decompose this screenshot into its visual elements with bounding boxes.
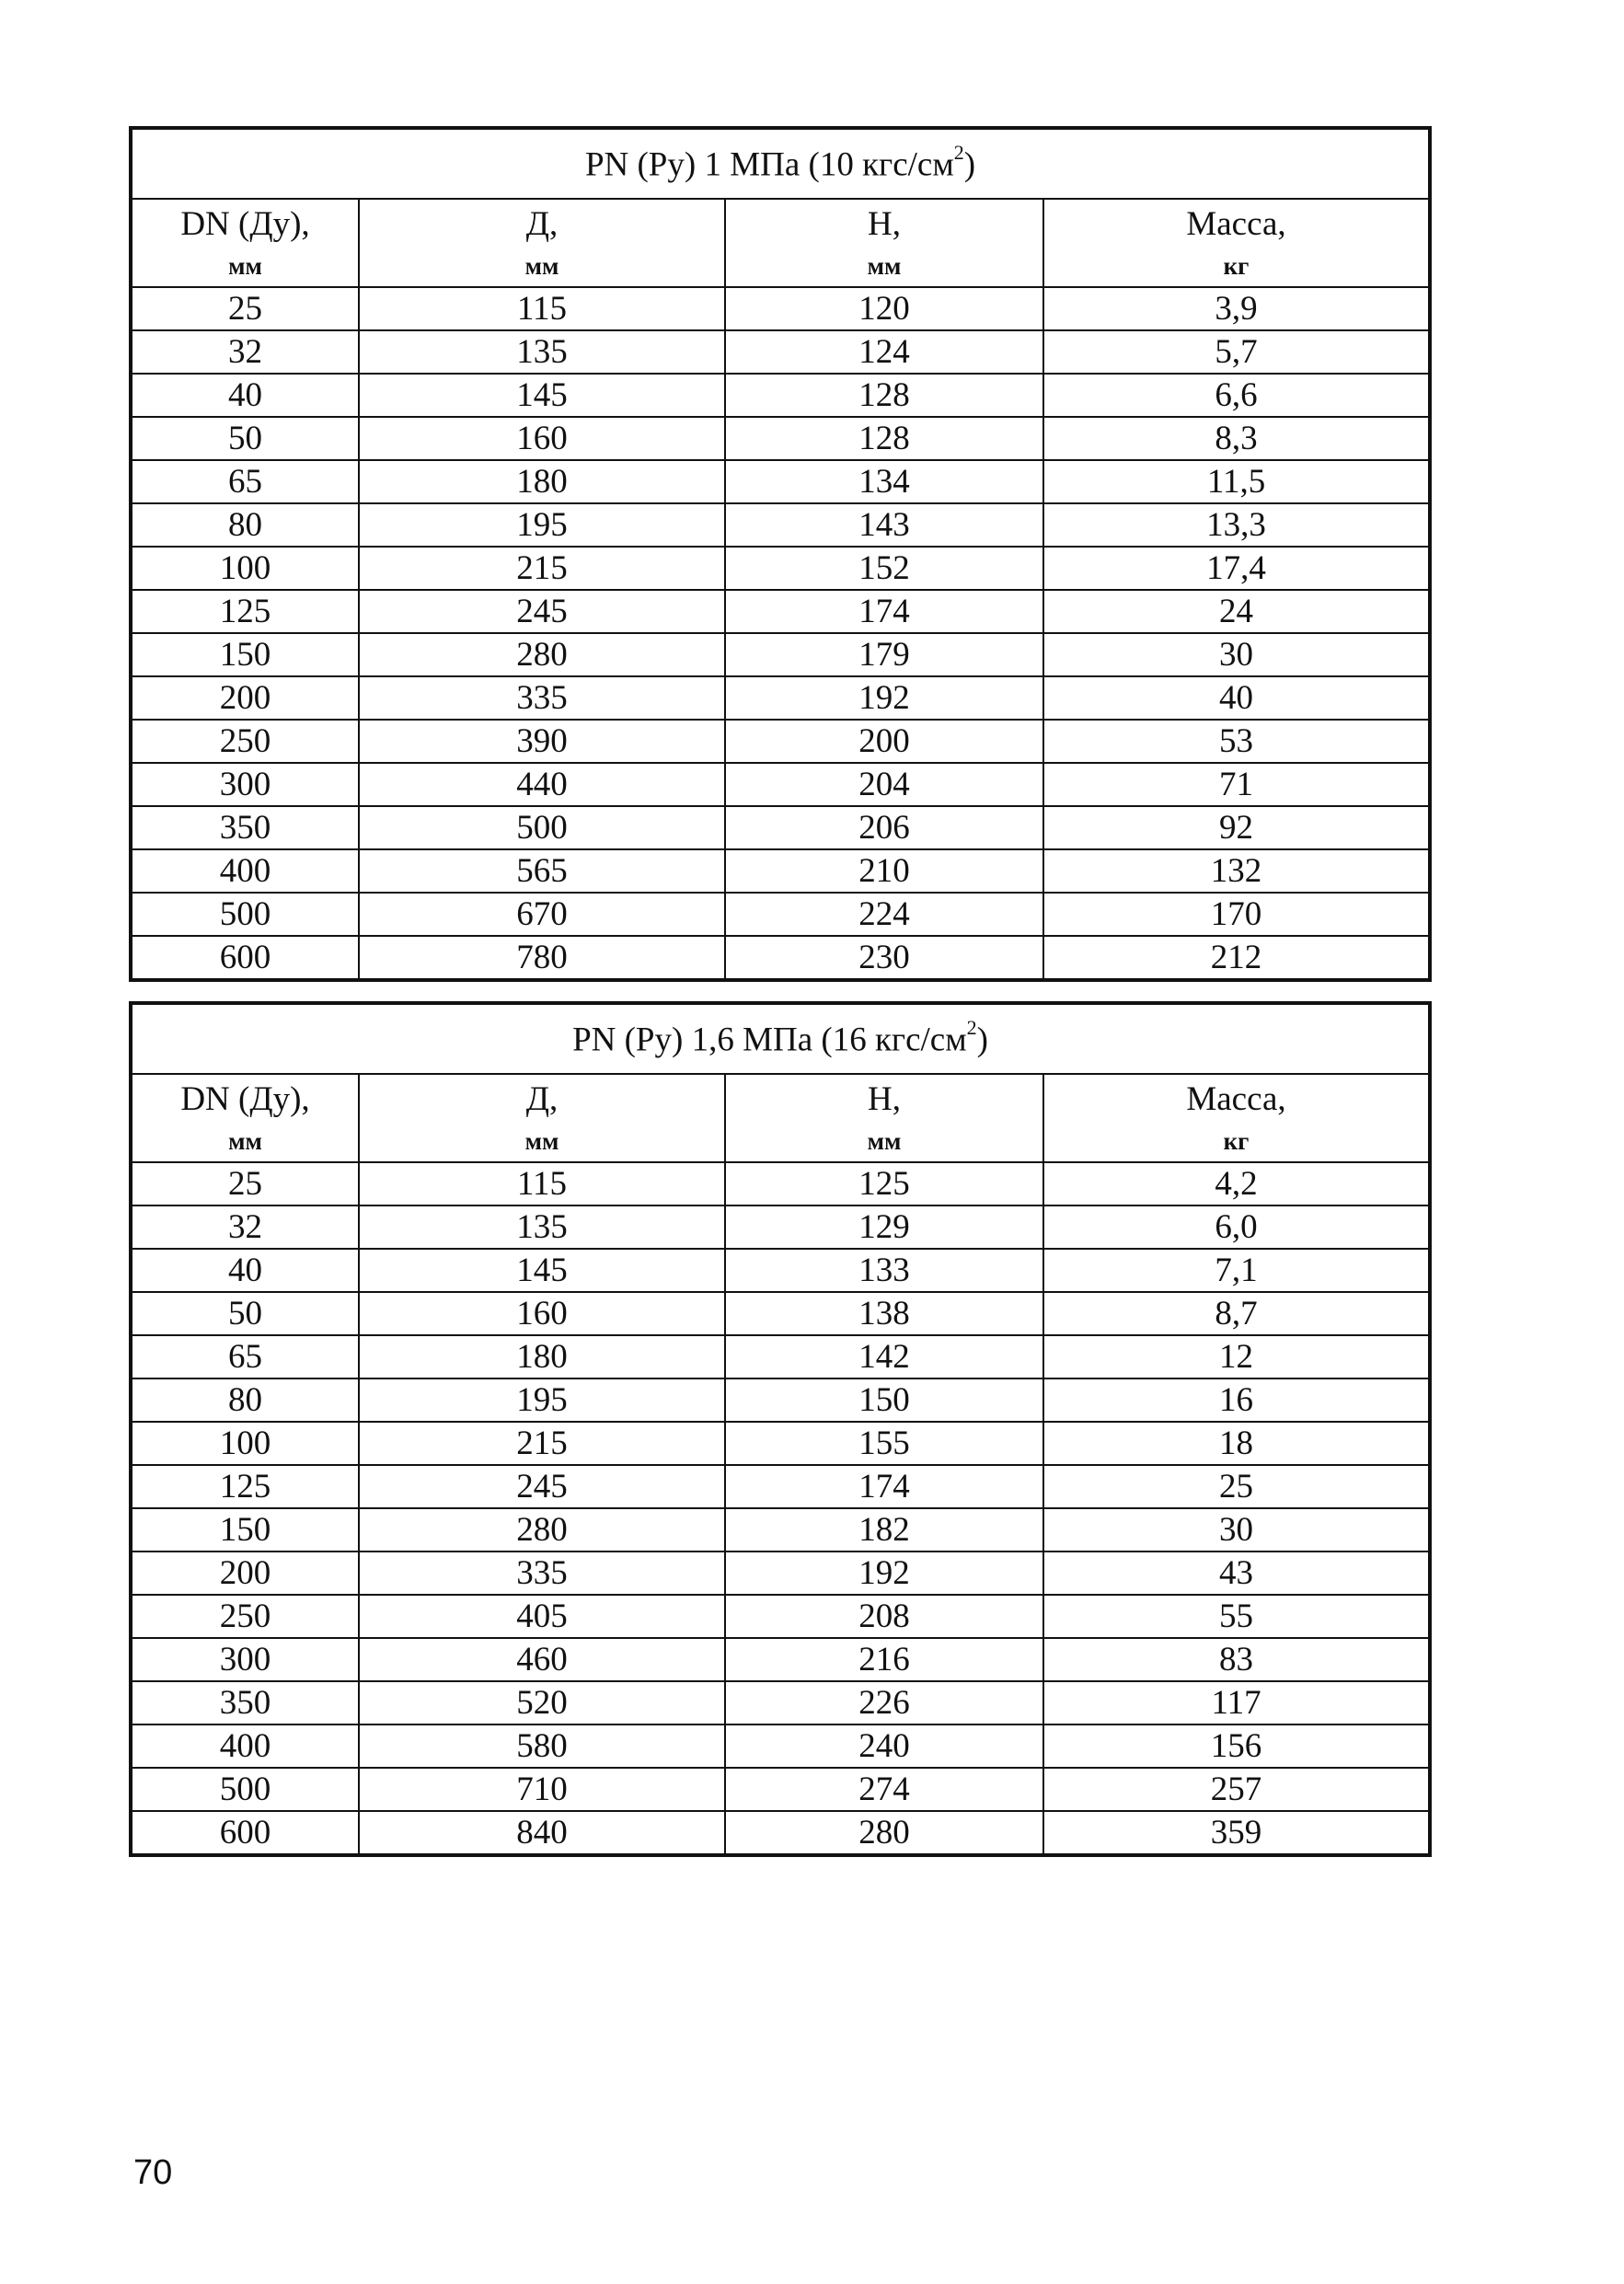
table-cell: 6,0 bbox=[1043, 1205, 1430, 1249]
table-cell: 11,5 bbox=[1043, 460, 1430, 503]
table-row bbox=[131, 1595, 1430, 1638]
header-unit: мм bbox=[524, 1127, 559, 1155]
table-cell: 65 bbox=[131, 1335, 359, 1378]
table-cell: 390 bbox=[359, 720, 725, 763]
table-header-row bbox=[131, 199, 1430, 287]
table-title-row bbox=[131, 1003, 1430, 1074]
table-cell: 40 bbox=[131, 1249, 359, 1292]
table-cell: 150 bbox=[131, 1508, 359, 1552]
table-cell: 132 bbox=[1043, 849, 1430, 893]
table-title-superscript: 2 bbox=[966, 1015, 977, 1039]
header-cell-mass bbox=[1043, 1074, 1430, 1162]
table-cell: 335 bbox=[359, 676, 725, 720]
table-cell: 5,7 bbox=[1043, 330, 1430, 374]
table-cell: 125 bbox=[131, 590, 359, 633]
table-header-row bbox=[131, 1074, 1430, 1162]
table-cell: 274 bbox=[725, 1768, 1043, 1811]
header-label: Д, bbox=[525, 1080, 559, 1118]
table-cell: 670 bbox=[359, 893, 725, 936]
table-cell: 3,9 bbox=[1043, 287, 1430, 330]
table-row bbox=[131, 547, 1430, 590]
table-cell: 200 bbox=[725, 720, 1043, 763]
table-row bbox=[131, 1681, 1430, 1725]
header-label: H, bbox=[868, 1080, 901, 1118]
header-unit: мм bbox=[228, 252, 262, 280]
table-row bbox=[131, 763, 1430, 806]
table-cell: 32 bbox=[131, 1205, 359, 1249]
table-cell: 129 bbox=[725, 1205, 1043, 1249]
spec-table-pn16 bbox=[129, 1001, 1432, 1857]
table-cell: 204 bbox=[725, 763, 1043, 806]
table-cell: 180 bbox=[359, 460, 725, 503]
table-cell: 83 bbox=[1043, 1638, 1430, 1681]
table-row bbox=[131, 893, 1430, 936]
table-cell: 150 bbox=[725, 1378, 1043, 1422]
table-row bbox=[131, 1378, 1430, 1422]
table-cell: 250 bbox=[131, 1595, 359, 1638]
table-cell: 580 bbox=[359, 1725, 725, 1768]
table-title-text: PN (Ру) 1,6 МПа (16 кгс/см bbox=[572, 1021, 967, 1059]
table-cell: 174 bbox=[725, 1465, 1043, 1508]
table-cell: 216 bbox=[725, 1638, 1043, 1681]
table-title-superscript: 2 bbox=[953, 140, 964, 164]
table-cell: 212 bbox=[1043, 936, 1430, 980]
table-cell: 80 bbox=[131, 503, 359, 547]
table-row bbox=[131, 1725, 1430, 1768]
table-cell: 280 bbox=[725, 1811, 1043, 1855]
table-row bbox=[131, 676, 1430, 720]
header-cell-dn bbox=[131, 1074, 359, 1162]
table-row bbox=[131, 1335, 1430, 1378]
table-row bbox=[131, 936, 1430, 980]
table-cell: 160 bbox=[359, 417, 725, 460]
table-cell: 125 bbox=[725, 1162, 1043, 1205]
table-cell: 240 bbox=[725, 1725, 1043, 1768]
table-cell: 250 bbox=[131, 720, 359, 763]
table-title bbox=[131, 1003, 1430, 1074]
table-cell: 230 bbox=[725, 936, 1043, 980]
table-cell: 200 bbox=[131, 676, 359, 720]
table-cell: 13,3 bbox=[1043, 503, 1430, 547]
table-cell: 145 bbox=[359, 1249, 725, 1292]
table-title-row bbox=[131, 128, 1430, 199]
table-cell: 152 bbox=[725, 547, 1043, 590]
table-cell: 245 bbox=[359, 1465, 725, 1508]
table-cell: 30 bbox=[1043, 1508, 1430, 1552]
table-cell: 7,1 bbox=[1043, 1249, 1430, 1292]
table-cell: 25 bbox=[131, 1162, 359, 1205]
header-cell-mass bbox=[1043, 199, 1430, 287]
table-row bbox=[131, 849, 1430, 893]
table-cell: 32 bbox=[131, 330, 359, 374]
table-cell: 16 bbox=[1043, 1378, 1430, 1422]
table-cell: 150 bbox=[131, 633, 359, 676]
table-cell: 17,4 bbox=[1043, 547, 1430, 590]
table-title-text: PN (Ру) 1 МПа (10 кгс/см bbox=[584, 145, 954, 184]
table-cell: 170 bbox=[1043, 893, 1430, 936]
table-cell: 245 bbox=[359, 590, 725, 633]
table-row bbox=[131, 374, 1430, 417]
table-cell: 25 bbox=[1043, 1465, 1430, 1508]
table-cell: 156 bbox=[1043, 1725, 1430, 1768]
table-cell: 100 bbox=[131, 547, 359, 590]
table-cell: 124 bbox=[725, 330, 1043, 374]
table-cell: 400 bbox=[131, 1725, 359, 1768]
table-cell: 224 bbox=[725, 893, 1043, 936]
table-row bbox=[131, 633, 1430, 676]
table-cell: 142 bbox=[725, 1335, 1043, 1378]
header-label: Масса, bbox=[1186, 205, 1286, 243]
table-title-end: ) bbox=[976, 1021, 988, 1059]
table-cell: 565 bbox=[359, 849, 725, 893]
table-cell: 350 bbox=[131, 1681, 359, 1725]
table-cell: 40 bbox=[131, 374, 359, 417]
table-cell: 840 bbox=[359, 1811, 725, 1855]
table-cell: 400 bbox=[131, 849, 359, 893]
table-cell: 208 bbox=[725, 1595, 1043, 1638]
table-cell: 25 bbox=[131, 287, 359, 330]
table-row bbox=[131, 1768, 1430, 1811]
table-cell: 520 bbox=[359, 1681, 725, 1725]
table-cell: 115 bbox=[359, 287, 725, 330]
table-row bbox=[131, 1292, 1430, 1335]
header-cell-h bbox=[725, 199, 1043, 287]
table-cell: 92 bbox=[1043, 806, 1430, 849]
table-cell: 280 bbox=[359, 1508, 725, 1552]
table-row bbox=[131, 806, 1430, 849]
header-label: Масса, bbox=[1186, 1080, 1286, 1118]
table-cell: 500 bbox=[131, 893, 359, 936]
table-cell: 182 bbox=[725, 1508, 1043, 1552]
header-cell-h bbox=[725, 1074, 1043, 1162]
table-cell: 40 bbox=[1043, 676, 1430, 720]
table-row bbox=[131, 1552, 1430, 1595]
table-cell: 500 bbox=[359, 806, 725, 849]
table-cell: 43 bbox=[1043, 1552, 1430, 1595]
table-cell: 80 bbox=[131, 1378, 359, 1422]
table-row bbox=[131, 720, 1430, 763]
table-cell: 65 bbox=[131, 460, 359, 503]
table-row bbox=[131, 1465, 1430, 1508]
spec-table-body bbox=[131, 128, 1430, 980]
table-row bbox=[131, 287, 1430, 330]
table-cell: 155 bbox=[725, 1422, 1043, 1465]
table-cell: 600 bbox=[131, 936, 359, 980]
table-cell: 780 bbox=[359, 936, 725, 980]
header-unit: мм bbox=[867, 1127, 902, 1155]
header-unit: кг bbox=[1223, 1127, 1250, 1155]
header-cell-dn bbox=[131, 199, 359, 287]
table-cell: 143 bbox=[725, 503, 1043, 547]
header-unit: мм bbox=[524, 252, 559, 280]
table-cell: 160 bbox=[359, 1292, 725, 1335]
table-row bbox=[131, 1249, 1430, 1292]
table-cell: 125 bbox=[131, 1465, 359, 1508]
table-cell: 6,6 bbox=[1043, 374, 1430, 417]
table-cell: 180 bbox=[359, 1335, 725, 1378]
table-cell: 71 bbox=[1043, 763, 1430, 806]
table-cell: 53 bbox=[1043, 720, 1430, 763]
table-row bbox=[131, 1508, 1430, 1552]
table-row bbox=[131, 460, 1430, 503]
table-cell: 460 bbox=[359, 1638, 725, 1681]
header-label: DN (Ду), bbox=[180, 205, 310, 243]
table-title bbox=[131, 128, 1430, 199]
table-cell: 710 bbox=[359, 1768, 725, 1811]
header-label: DN (Ду), bbox=[180, 1080, 310, 1118]
table-cell: 215 bbox=[359, 1422, 725, 1465]
table-cell: 350 bbox=[131, 806, 359, 849]
table-row bbox=[131, 590, 1430, 633]
table-cell: 128 bbox=[725, 417, 1043, 460]
table-cell: 300 bbox=[131, 1638, 359, 1681]
table-cell: 226 bbox=[725, 1681, 1043, 1725]
table-cell: 30 bbox=[1043, 633, 1430, 676]
table-cell: 120 bbox=[725, 287, 1043, 330]
table-cell: 206 bbox=[725, 806, 1043, 849]
table-cell: 8,7 bbox=[1043, 1292, 1430, 1335]
table-row bbox=[131, 1638, 1430, 1681]
table-cell: 600 bbox=[131, 1811, 359, 1855]
table-cell: 134 bbox=[725, 460, 1043, 503]
table-row bbox=[131, 330, 1430, 374]
table-cell: 192 bbox=[725, 1552, 1043, 1595]
table-cell: 195 bbox=[359, 1378, 725, 1422]
table-cell: 24 bbox=[1043, 590, 1430, 633]
table-cell: 192 bbox=[725, 676, 1043, 720]
table-row bbox=[131, 503, 1430, 547]
table-cell: 195 bbox=[359, 503, 725, 547]
table-cell: 55 bbox=[1043, 1595, 1430, 1638]
table-cell: 174 bbox=[725, 590, 1043, 633]
table-cell: 200 bbox=[131, 1552, 359, 1595]
table-cell: 138 bbox=[725, 1292, 1043, 1335]
table-cell: 135 bbox=[359, 1205, 725, 1249]
table-row bbox=[131, 417, 1430, 460]
header-cell-d bbox=[359, 199, 725, 287]
table-cell: 8,3 bbox=[1043, 417, 1430, 460]
table-row bbox=[131, 1162, 1430, 1205]
table-cell: 280 bbox=[359, 633, 725, 676]
table-title-end: ) bbox=[963, 145, 976, 184]
table-cell: 128 bbox=[725, 374, 1043, 417]
header-label: Д, bbox=[525, 205, 559, 243]
table-cell: 12 bbox=[1043, 1335, 1430, 1378]
table-cell: 179 bbox=[725, 633, 1043, 676]
header-unit: кг bbox=[1223, 252, 1250, 280]
table-cell: 359 bbox=[1043, 1811, 1430, 1855]
table-cell: 135 bbox=[359, 330, 725, 374]
table-cell: 300 bbox=[131, 763, 359, 806]
table-cell: 18 bbox=[1043, 1422, 1430, 1465]
table-cell: 405 bbox=[359, 1595, 725, 1638]
table-row bbox=[131, 1422, 1430, 1465]
spec-table-pn10 bbox=[129, 126, 1432, 982]
table-cell: 4,2 bbox=[1043, 1162, 1430, 1205]
page-number: 70 bbox=[133, 2153, 173, 2192]
table-cell: 145 bbox=[359, 374, 725, 417]
header-cell-d bbox=[359, 1074, 725, 1162]
table-cell: 117 bbox=[1043, 1681, 1430, 1725]
table-cell: 210 bbox=[725, 849, 1043, 893]
table-cell: 500 bbox=[131, 1768, 359, 1811]
table-cell: 335 bbox=[359, 1552, 725, 1595]
table-cell: 50 bbox=[131, 417, 359, 460]
header-label: H, bbox=[868, 205, 901, 243]
table-row bbox=[131, 1205, 1430, 1249]
table-cell: 133 bbox=[725, 1249, 1043, 1292]
table-row bbox=[131, 1811, 1430, 1855]
header-unit: мм bbox=[228, 1127, 262, 1155]
spec-table-body bbox=[131, 1003, 1430, 1855]
table-cell: 50 bbox=[131, 1292, 359, 1335]
table-cell: 215 bbox=[359, 547, 725, 590]
table-cell: 100 bbox=[131, 1422, 359, 1465]
table-cell: 440 bbox=[359, 763, 725, 806]
table-cell: 115 bbox=[359, 1162, 725, 1205]
header-unit: мм bbox=[867, 252, 902, 280]
table-cell: 257 bbox=[1043, 1768, 1430, 1811]
